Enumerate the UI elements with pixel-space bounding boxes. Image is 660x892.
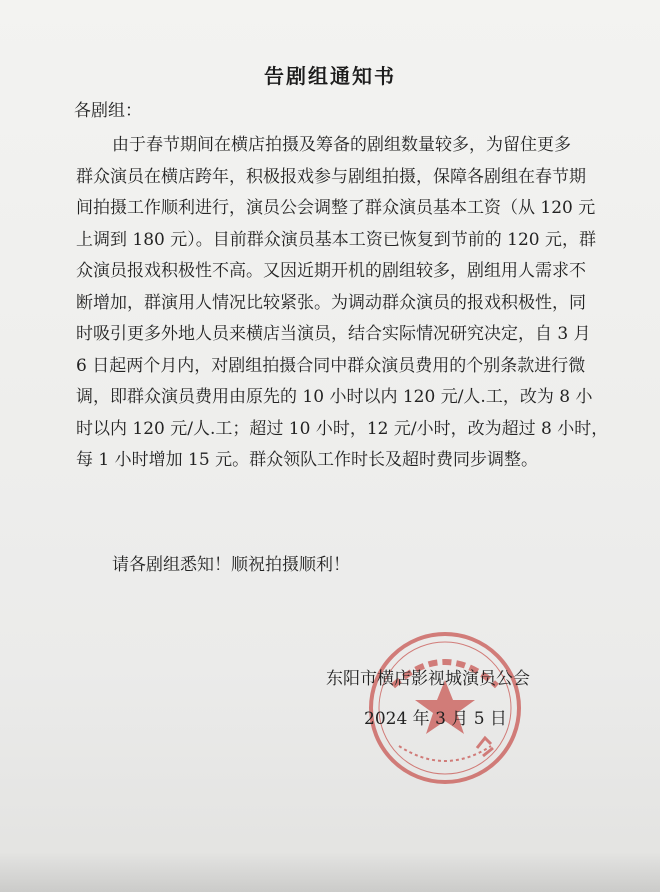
body-line: 6 日起两个月内，对剧组拍摄合同中群众演员费用的个别条款进行微 — [76, 355, 586, 376]
salutation: 各剧组： — [74, 101, 142, 121]
body-line: 调，即群众演员费用由原先的 10 小时以内 120 元/人.工，改为 8 小 — [76, 387, 593, 407]
body-line: 每 1 小时增加 15 元。群众领队工作时长及超时费同步调整。 — [76, 450, 539, 470]
signature-date: 2024 年 3 月 5 日 — [364, 709, 507, 729]
body-line: 时以内 120 元/人.工；超过 10 小时，12 元/小时，改为超过 8 小时， — [76, 418, 609, 439]
body-line: 断增加，群演用人情况比较紧张。为调动群众演员的报戏积极性，同 — [76, 292, 586, 313]
body-line: 间拍摄工作顺利进行，演员公会调整了群众演员基本工资（从 120 元 — [76, 198, 596, 218]
body-line: 上调到 180 元）。目前群众演员基本工资已恢复到节前的 120 元，群 — [76, 229, 597, 250]
notice-body — [76, 130, 616, 477]
closing-line: 请各剧组悉知！顺祝拍摄顺利！ — [112, 555, 350, 575]
body-line: 由于春节期间在横店拍摄及筹备的剧组数量较多，为留住更多 — [112, 135, 571, 155]
body-line: 时吸引更多外地人员来横店当演员，结合实际情况研究决定，自 3 月 — [76, 324, 591, 344]
notice-title: 告剧组通知书 — [264, 64, 396, 88]
body-line: 众演员报戏积极性不高。又因近期开机的剧组较多，剧组用人需求不 — [76, 261, 586, 281]
body-line: 群众演员在横店跨年，积极报戏参与剧组拍摄，保障各剧组在春节期 — [76, 166, 586, 187]
signature-organization: 东阳市横店影视城演员公会 — [326, 669, 530, 689]
